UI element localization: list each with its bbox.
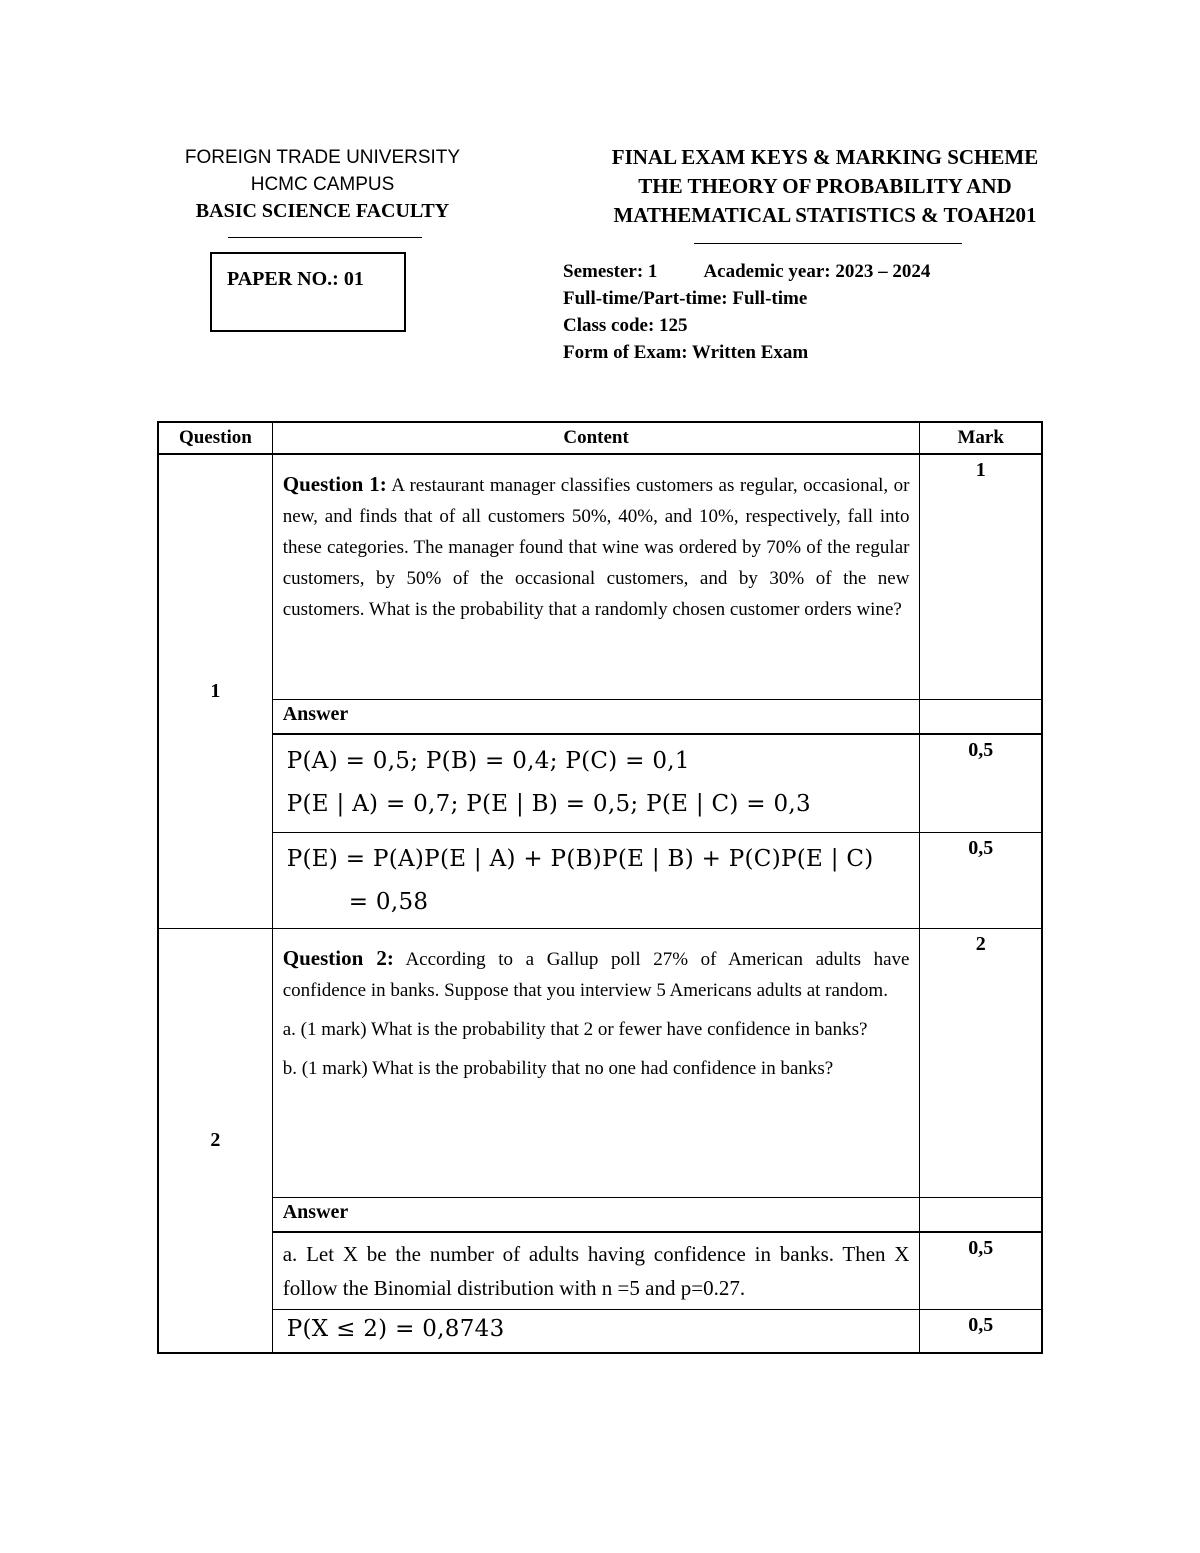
q2-step1-row (158, 1232, 1042, 1310)
title-line-3: MATHEMATICAL STATISTICS & TOAH201 (613, 203, 1037, 227)
marking-table (157, 421, 1043, 1354)
q1-answer-row (158, 700, 1042, 735)
divider-left (228, 237, 422, 238)
exam-form: Form of Exam: Written Exam (563, 342, 809, 363)
q1-step1-row (158, 734, 1042, 833)
exam-meta (563, 258, 930, 366)
class-code: Class code: 125 (563, 315, 688, 336)
q2-step2-math: P(X ≤ 2) = 0,8743 (286, 1316, 505, 1342)
semester: Semester: 1 (563, 261, 658, 282)
q1-number: 1 (158, 454, 272, 929)
q1-step1-math (273, 735, 920, 832)
q1-step1-mark: 0,5 (920, 734, 1042, 833)
q1-step1-line2: P(E | A) = 0,7; P(E | B) = 0,5; P(E | C) = 0,3 (286, 791, 811, 817)
q2-part-a: a. (1 mark) What is the probability that 2 or fewer have confidence in banks? (282, 1019, 868, 1040)
table-header-row (158, 422, 1042, 454)
q2-step1-cell (272, 1232, 920, 1310)
q2-answer-row (158, 1198, 1042, 1233)
q1-step2-line1: P(E) = P(A)P(E | A) + P(B)P(E | B) + P(C)P(E | C) (286, 846, 874, 872)
q2-step1-text: a. Let X be the number of adults having confidence in banks. Then X follow the Binomial distribution with n =5 and p=0.27. (282, 1242, 910, 1300)
q2-answer-label: Answer (272, 1198, 920, 1233)
paper-number: PAPER NO.: 01 (227, 268, 364, 290)
q2-text-block (273, 929, 920, 1197)
q2-step1-mark: 0,5 (920, 1232, 1042, 1310)
q1-step2-line2: = 0,58 (348, 889, 429, 915)
q2-mark: 2 (920, 929, 1042, 1198)
university-name: FOREIGN TRADE UNIVERSITY (184, 147, 461, 168)
header-content: Content (272, 422, 920, 454)
q2-step2-row (158, 1310, 1042, 1354)
q2-number: 2 (158, 929, 272, 1354)
q1-title: Question 1: (282, 472, 387, 496)
q1-step2-math (273, 833, 920, 928)
campus-name: HCMC CAMPUS (250, 174, 395, 195)
q1-step2-cell (272, 833, 920, 929)
q2-question-row (158, 929, 1042, 1198)
header-mark: Mark (920, 422, 1042, 454)
academic-year: Academic year: 2023 – 2024 (703, 261, 931, 282)
q1-text: A restaurant manager classifies customers as regular, occasional, or new, and finds that of all customers 50%, 40%, and 10%, respectively, fall into these categories. The manager found that wine was ordered by 70% of the regular customers, by 50% of the occasional customers, and by 30% of the new customers. What is the probability that a randomly chosen customer orders wine? (282, 475, 910, 620)
q2-step2-cell (272, 1310, 920, 1354)
q1-answer-label: Answer (272, 700, 920, 735)
q2-answer-mark-empty (920, 1198, 1042, 1233)
q1-content-cell (272, 454, 920, 700)
title-line-2: THE THEORY OF PROBABILITY AND (638, 174, 1012, 198)
q1-step2-row (158, 833, 1042, 929)
q1-text-block (273, 455, 920, 699)
q2-part-b: b. (1 mark) What is the probability that no one had confidence in banks? (282, 1058, 834, 1079)
q1-step2-mark: 0,5 (920, 833, 1042, 929)
q2-text: According to a Gallup poll 27% of American adults have confidence in banks. Suppose that you interview 5 Americans adults at random. (282, 949, 910, 1001)
study-mode: Full-time/Part-time: Full-time (563, 288, 808, 309)
header-question: Question (158, 422, 272, 454)
q1-answer-mark-empty (920, 700, 1042, 735)
university-block (150, 144, 495, 225)
q2-content-cell (272, 929, 920, 1198)
title-line-1: FINAL EXAM KEYS & MARKING SCHEME (611, 145, 1039, 169)
q2-step2-mark: 0,5 (920, 1310, 1042, 1354)
q1-mark: 1 (920, 454, 1042, 700)
q2-title: Question 2: (282, 946, 394, 970)
exam-title (560, 143, 1090, 230)
faculty-name: BASIC SCIENCE FACULTY (195, 200, 450, 222)
divider-right (694, 243, 962, 244)
q1-question-row (158, 454, 1042, 700)
paper-number-box (210, 252, 406, 332)
q1-step1-cell (272, 734, 920, 833)
q1-step1-line1: P(A) = 0,5; P(B) = 0,4; P(C) = 0,1 (286, 748, 690, 774)
